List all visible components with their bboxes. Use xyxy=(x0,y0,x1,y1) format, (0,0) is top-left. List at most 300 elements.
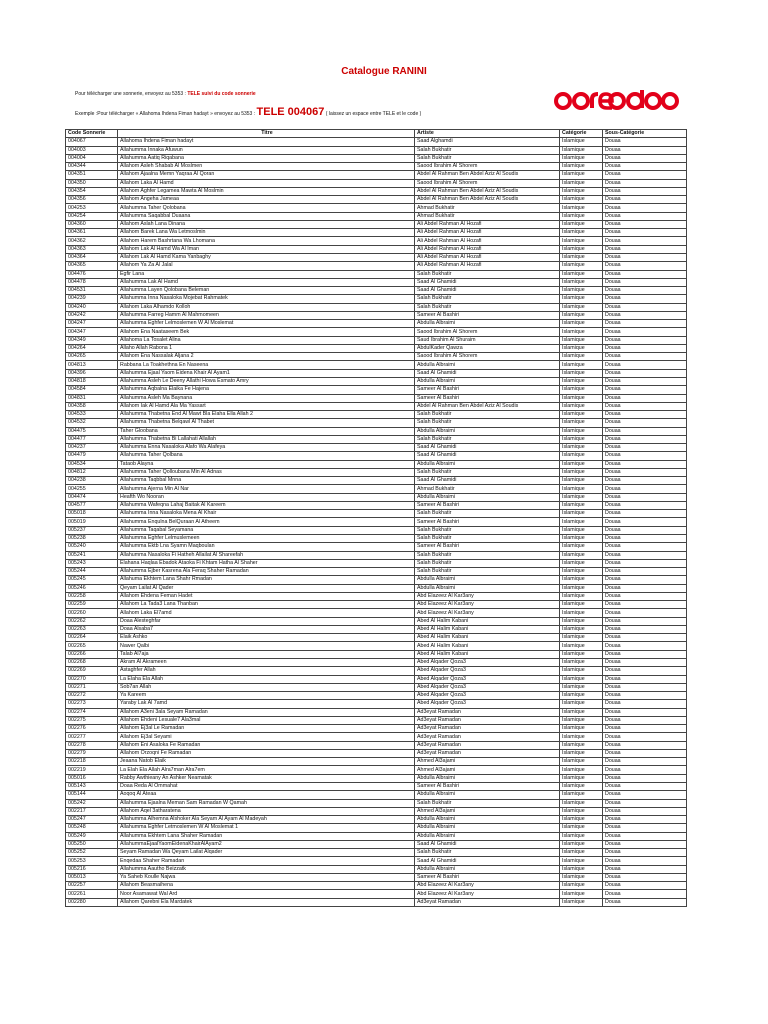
cell-subcategory: Douaa xyxy=(603,229,687,237)
cell-code: 002262 xyxy=(66,617,118,625)
table-row xyxy=(66,154,687,162)
cell-subcategory: Douaa xyxy=(603,692,687,700)
table-row xyxy=(66,146,687,154)
cell-artist: Abed Al Halim Kabani xyxy=(415,625,560,633)
table-row xyxy=(66,749,687,757)
cell-title: Allahom A3eni 3ala Seyam Ramadan xyxy=(118,708,415,716)
table-row xyxy=(66,617,687,625)
cell-title: Allahumma Taqbbal Mnna xyxy=(118,477,415,485)
table-row xyxy=(66,576,687,584)
cell-category: Islamique xyxy=(560,287,603,295)
cell-code: 002273 xyxy=(66,700,118,708)
cell-title: Allahumma Wafeqna Lahaj Baitak Al Kareem xyxy=(118,501,415,509)
cell-code: 002258 xyxy=(66,592,118,600)
cell-title: Allahom Ajaalna Memn Yaqraa Al Qoran xyxy=(118,171,415,179)
cell-title: Enqedaa Shaher Ramadan xyxy=(118,857,415,865)
table-row xyxy=(66,807,687,815)
cell-artist: Ali Abdel Rahman Al Hozafi xyxy=(415,220,560,228)
cell-artist: Abed Alqader Qoza3 xyxy=(415,700,560,708)
cell-subcategory: Douaa xyxy=(603,873,687,881)
cell-category: Islamique xyxy=(560,394,603,402)
cell-code: 005241 xyxy=(66,551,118,559)
cell-artist: Ahmad Bukhatir xyxy=(415,485,560,493)
table-row xyxy=(66,799,687,807)
cell-code: 004255 xyxy=(66,485,118,493)
table-row xyxy=(66,468,687,476)
cell-title: Allahumma Taher Qolobana xyxy=(118,204,415,212)
header-code: Code Sonnerie xyxy=(66,130,118,138)
table-row xyxy=(66,700,687,708)
cell-title: Doaa Reda Al Ommahat xyxy=(118,782,415,790)
cell-subcategory: Douaa xyxy=(603,477,687,485)
cell-title: Allahumma Innaka Afuwun xyxy=(118,146,415,154)
cell-subcategory: Douaa xyxy=(603,427,687,435)
cell-artist: Abd Elazeez Al Kar3any xyxy=(415,882,560,890)
table-row xyxy=(66,411,687,419)
table-row xyxy=(66,427,687,435)
table-row xyxy=(66,865,687,873)
cell-subcategory: Douaa xyxy=(603,865,687,873)
cell-subcategory: Douaa xyxy=(603,361,687,369)
ooredoo-logo-icon xyxy=(553,90,679,112)
cell-artist: Abdulla Albraimi xyxy=(415,576,560,584)
cell-category: Islamique xyxy=(560,501,603,509)
cell-code: 002278 xyxy=(66,741,118,749)
cell-code: 004004 xyxy=(66,154,118,162)
table-row xyxy=(66,824,687,832)
cell-category: Islamique xyxy=(560,708,603,716)
cell-code: 002275 xyxy=(66,716,118,724)
cell-artist: Salah Bukhatir xyxy=(415,146,560,154)
cell-title: Allahom Lak Al Hamd Kama Yanbaghy xyxy=(118,253,415,261)
cell-category: Islamique xyxy=(560,411,603,419)
table-row xyxy=(66,667,687,675)
cell-artist: Abdel Al Rahman Ben Abdel Aziz Al Soudis xyxy=(415,402,560,410)
table-row xyxy=(66,253,687,261)
table-row xyxy=(66,138,687,146)
cell-title: Qeyam Lailat Al Qader xyxy=(118,584,415,592)
cell-code: 004479 xyxy=(66,452,118,460)
cell-code: 004347 xyxy=(66,328,118,336)
cell-category: Islamique xyxy=(560,154,603,162)
cell-artist: Abdulla Albraimi xyxy=(415,460,560,468)
cell-category: Islamique xyxy=(560,402,603,410)
cell-code: 005243 xyxy=(66,559,118,567)
cell-category: Islamique xyxy=(560,849,603,857)
cell-artist: Sameer Al Bashiri xyxy=(415,501,560,509)
table-row xyxy=(66,344,687,352)
cell-subcategory: Douaa xyxy=(603,237,687,245)
cell-category: Islamique xyxy=(560,543,603,551)
table-row xyxy=(66,642,687,650)
table-row xyxy=(66,303,687,311)
cell-artist: Abdulla Albraimi xyxy=(415,774,560,782)
cell-artist: Ahmad Bukhatir xyxy=(415,212,560,220)
table-row xyxy=(66,708,687,716)
cell-code: 005016 xyxy=(66,774,118,782)
cell-category: Islamique xyxy=(560,386,603,394)
cell-artist: Salah Bukhatir xyxy=(415,154,560,162)
cell-code: 002263 xyxy=(66,625,118,633)
cell-code: 005144 xyxy=(66,791,118,799)
instruction-highlight: TELE suivi du code sonnerie xyxy=(187,91,256,97)
cell-artist: Saad Al Ghamidi xyxy=(415,369,560,377)
cell-subcategory: Douaa xyxy=(603,807,687,815)
cell-code: 004478 xyxy=(66,278,118,286)
cell-category: Islamique xyxy=(560,493,603,501)
cell-code: 002260 xyxy=(66,609,118,617)
cell-title: Allahumma Taher Qolbana xyxy=(118,452,415,460)
cell-artist: Abed Al Halim Kabani xyxy=(415,650,560,658)
cell-subcategory: Douaa xyxy=(603,716,687,724)
cell-title: Allahom Beasmaihena xyxy=(118,882,415,890)
cell-subcategory: Douaa xyxy=(603,501,687,509)
cell-category: Islamique xyxy=(560,576,603,584)
cell-title: Allahumma Ejaal Yaom Eidena Khair Al Ayam1 xyxy=(118,369,415,377)
cell-subcategory: Douaa xyxy=(603,468,687,476)
cell-category: Islamique xyxy=(560,278,603,286)
cell-subcategory: Douaa xyxy=(603,435,687,443)
cell-title: Allahom Laka El7amd xyxy=(118,609,415,617)
cell-artist: AbdulKader Qawza xyxy=(415,344,560,352)
table-row xyxy=(66,270,687,278)
cell-artist: Abed Alqader Qoza3 xyxy=(415,675,560,683)
cell-subcategory: Douaa xyxy=(603,262,687,270)
cell-code: 004360 xyxy=(66,220,118,228)
cell-subcategory: Douaa xyxy=(603,559,687,567)
table-row xyxy=(66,278,687,286)
cell-artist: Abd Elazeez Al Kar3any xyxy=(415,601,560,609)
cell-category: Islamique xyxy=(560,559,603,567)
cell-code: 004532 xyxy=(66,419,118,427)
cell-subcategory: Douaa xyxy=(603,774,687,782)
cell-title: Allahumma Asleh Ma Baynana xyxy=(118,394,415,402)
cell-title: Heafth Wo Nooran xyxy=(118,493,415,501)
cell-code: 004477 xyxy=(66,435,118,443)
cell-category: Islamique xyxy=(560,675,603,683)
cell-code: 002266 xyxy=(66,650,118,658)
cell-artist: Abdulla Albraimi xyxy=(415,791,560,799)
cell-code: 004247 xyxy=(66,320,118,328)
cell-title: Allahumma Eghfer Letmoslemen W Al Moslemat 1 xyxy=(118,824,415,832)
cell-artist: Saood Ibrahim Al Shorem xyxy=(415,328,560,336)
cell-code: 002270 xyxy=(66,675,118,683)
cell-subcategory: Douaa xyxy=(603,336,687,344)
table-row xyxy=(66,683,687,691)
cell-subcategory: Douaa xyxy=(603,295,687,303)
cell-subcategory: Douaa xyxy=(603,543,687,551)
cell-subcategory: Douaa xyxy=(603,344,687,352)
cell-title: Ya Kareem xyxy=(118,692,415,700)
cell-code: 004265 xyxy=(66,353,118,361)
table-row xyxy=(66,369,687,377)
table-row xyxy=(66,518,687,526)
cell-subcategory: Douaa xyxy=(603,799,687,807)
cell-code: 005249 xyxy=(66,832,118,840)
cell-subcategory: Douaa xyxy=(603,816,687,824)
table-row xyxy=(66,601,687,609)
cell-code: 005245 xyxy=(66,576,118,584)
cell-subcategory: Douaa xyxy=(603,220,687,228)
cell-artist: Salah Bukhatir xyxy=(415,295,560,303)
cell-title: Allahumma Thabetna Bi Lallahati Allallah xyxy=(118,435,415,443)
cell-title: Allahom Angeha Jameaa xyxy=(118,196,415,204)
cell-code: 002265 xyxy=(66,642,118,650)
cell-code: 004475 xyxy=(66,427,118,435)
table-row xyxy=(66,237,687,245)
cell-artist: Abed Al Halim Kabani xyxy=(415,634,560,642)
cell-artist: Ad3eyat Ramadan xyxy=(415,741,560,749)
cell-category: Islamique xyxy=(560,758,603,766)
cell-category: Islamique xyxy=(560,270,603,278)
cell-artist: Abed Alqader Qoza3 xyxy=(415,692,560,700)
table-row xyxy=(66,353,687,361)
table-row xyxy=(66,510,687,518)
cell-category: Islamique xyxy=(560,220,603,228)
cell-category: Islamique xyxy=(560,642,603,650)
cell-title: Allahumma Inna Nasaloka Mena Al Khair xyxy=(118,510,415,518)
cell-subcategory: Douaa xyxy=(603,741,687,749)
cell-subcategory: Douaa xyxy=(603,708,687,716)
cell-artist: Salah Bukhatir xyxy=(415,419,560,427)
cell-subcategory: Douaa xyxy=(603,179,687,187)
cell-category: Islamique xyxy=(560,634,603,642)
table-row xyxy=(66,766,687,774)
cell-category: Islamique xyxy=(560,526,603,534)
table-row xyxy=(66,501,687,509)
cell-artist: Sameer Al Bashiri xyxy=(415,782,560,790)
cell-category: Islamique xyxy=(560,692,603,700)
cell-title: Allahom Barek Lana Wa Letmoslmin xyxy=(118,229,415,237)
cell-artist: Abdulla Albraimi xyxy=(415,832,560,840)
table-row xyxy=(66,659,687,667)
cell-code: 004364 xyxy=(66,253,118,261)
cell-subcategory: Douaa xyxy=(603,824,687,832)
cell-artist: Sameer Al Bashiri xyxy=(415,543,560,551)
cell-subcategory: Douaa xyxy=(603,592,687,600)
cell-category: Islamique xyxy=(560,791,603,799)
cell-subcategory: Douaa xyxy=(603,485,687,493)
cell-code: 004358 xyxy=(66,402,118,410)
cell-artist: Ahmed Al3ajami xyxy=(415,758,560,766)
cell-subcategory: Douaa xyxy=(603,303,687,311)
cell-category: Islamique xyxy=(560,427,603,435)
cell-artist: Abdulla Albraimi xyxy=(415,816,560,824)
cell-artist: Ali Abdel Rahman Al Hozafi xyxy=(415,237,560,245)
table-row xyxy=(66,625,687,633)
cell-artist: Salah Bukhatir xyxy=(415,535,560,543)
cell-title: Allahom Ej3al Le Ramadan xyxy=(118,725,415,733)
table-row xyxy=(66,402,687,410)
cell-artist: Abdulla Albraimi xyxy=(415,377,560,385)
table-row xyxy=(66,816,687,824)
cell-artist: Ali Abdel Rahman Al Hozafi xyxy=(415,229,560,237)
cell-code: 002276 xyxy=(66,725,118,733)
cell-category: Islamique xyxy=(560,212,603,220)
cell-subcategory: Douaa xyxy=(603,171,687,179)
cell-code: 004476 xyxy=(66,270,118,278)
cell-code: 004831 xyxy=(66,394,118,402)
cell-artist: Saood Ibrahim Al Shorem xyxy=(415,353,560,361)
cell-title: Allahumma Ekhtem Lana Shaher Ramadan xyxy=(118,832,415,840)
catalogue-title: Catalogue RANINI xyxy=(341,66,427,77)
table-row xyxy=(66,377,687,385)
cell-subcategory: Douaa xyxy=(603,758,687,766)
cell-category: Islamique xyxy=(560,890,603,898)
cell-artist: Ahmed Al3ajami xyxy=(415,766,560,774)
cell-artist: Abdel Al Rahman Ben Abdel Aziz Al Soudis xyxy=(415,171,560,179)
table-row xyxy=(66,774,687,782)
cell-title: Doaa Alsaba7 xyxy=(118,625,415,633)
cell-title: Allahom Ena Nassalak Aljana 2 xyxy=(118,353,415,361)
cell-title: Allahumma Ejaalna Meman Sam Ramadan W Qamah xyxy=(118,799,415,807)
table-row xyxy=(66,171,687,179)
table-row xyxy=(66,187,687,195)
cell-title: Allahumma Nasaloka Fi Hatheh Allailat Al Shareefah xyxy=(118,551,415,559)
cell-title: Jeaana Natob Elaik xyxy=(118,758,415,766)
cell-artist: Ali Abdel Rahman Al Hozafi xyxy=(415,253,560,261)
cell-category: Islamique xyxy=(560,816,603,824)
table-row xyxy=(66,386,687,394)
table-row xyxy=(66,873,687,881)
cell-artist: Sameer Al Bashiri xyxy=(415,518,560,526)
cell-category: Islamique xyxy=(560,320,603,328)
cell-code: 004237 xyxy=(66,444,118,452)
cell-code: 002268 xyxy=(66,659,118,667)
cell-subcategory: Douaa xyxy=(603,320,687,328)
cell-subcategory: Douaa xyxy=(603,510,687,518)
cell-code: 004238 xyxy=(66,477,118,485)
cell-subcategory: Douaa xyxy=(603,394,687,402)
cell-artist: Ad3eyat Ramadan xyxy=(415,733,560,741)
cell-category: Islamique xyxy=(560,179,603,187)
table-row xyxy=(66,196,687,204)
cell-artist: Ali Abdel Rahman Al Hozafi xyxy=(415,245,560,253)
cell-subcategory: Douaa xyxy=(603,204,687,212)
cell-category: Islamique xyxy=(560,477,603,485)
cell-code: 002277 xyxy=(66,733,118,741)
cell-code: 005238 xyxy=(66,535,118,543)
cell-code: 005216 xyxy=(66,865,118,873)
cell-artist: Sameer Al Bashiri xyxy=(415,311,560,319)
cell-title: Allahumma Eghfer Lelmuslemeen xyxy=(118,535,415,543)
table-row xyxy=(66,716,687,724)
cell-category: Islamique xyxy=(560,700,603,708)
cell-subcategory: Douaa xyxy=(603,749,687,757)
cell-artist: Abd Elazeez Al Kar3any xyxy=(415,609,560,617)
cell-artist: Ad3eyat Ramadan xyxy=(415,898,560,906)
cell-category: Islamique xyxy=(560,625,603,633)
cell-artist: Ali Abdel Rahman Al Hozafi xyxy=(415,262,560,270)
cell-subcategory: Douaa xyxy=(603,766,687,774)
table-row xyxy=(66,890,687,898)
cell-title: Rabby Awthieany An Ashker Neamatak xyxy=(118,774,415,782)
cell-artist: Abdulla Albraimi xyxy=(415,824,560,832)
table-row xyxy=(66,791,687,799)
cell-title: Doaa Alesteghfar xyxy=(118,617,415,625)
table-row xyxy=(66,650,687,658)
cell-title: Sob7an Allah xyxy=(118,683,415,691)
cell-code: 002259 xyxy=(66,601,118,609)
cell-title: Allahom Qarebni Ela Mardatek xyxy=(118,898,415,906)
cell-artist: Salah Bukhatir xyxy=(415,510,560,518)
table-row xyxy=(66,336,687,344)
cell-category: Islamique xyxy=(560,295,603,303)
cell-subcategory: Douaa xyxy=(603,270,687,278)
header-subcategory: Sous-Catégorie xyxy=(603,130,687,138)
cell-subcategory: Douaa xyxy=(603,675,687,683)
cell-subcategory: Douaa xyxy=(603,253,687,261)
table-row xyxy=(66,634,687,642)
cell-code: 004474 xyxy=(66,493,118,501)
cell-artist: Salah Bukhatir xyxy=(415,849,560,857)
cell-code: 002257 xyxy=(66,882,118,890)
cell-subcategory: Douaa xyxy=(603,659,687,667)
cell-subcategory: Douaa xyxy=(603,535,687,543)
cell-subcategory: Douaa xyxy=(603,287,687,295)
cell-artist: Abed Alqader Qoza3 xyxy=(415,659,560,667)
cell-title: Allahumma Taqabal Seyamana xyxy=(118,526,415,534)
cell-artist: Salah Bukhatir xyxy=(415,303,560,311)
table-row xyxy=(66,535,687,543)
cell-title: Allahom Ej3al Seyami xyxy=(118,733,415,741)
cell-artist: Salah Bukhatir xyxy=(415,270,560,278)
table-row xyxy=(66,758,687,766)
cell-artist: Salah Bukhatir xyxy=(415,411,560,419)
header-category: Catégorie xyxy=(560,130,603,138)
cell-category: Islamique xyxy=(560,535,603,543)
cell-subcategory: Douaa xyxy=(603,791,687,799)
table-row xyxy=(66,882,687,890)
table-row xyxy=(66,444,687,452)
table-row xyxy=(66,857,687,865)
cell-code: 002217 xyxy=(66,807,118,815)
cell-artist: Sameer Al Bashiri xyxy=(415,873,560,881)
table-row xyxy=(66,849,687,857)
cell-title: Allahom Ya Za Al Jalal xyxy=(118,262,415,270)
cell-artist: Salah Bukhatir xyxy=(415,435,560,443)
cell-code: 004531 xyxy=(66,287,118,295)
cell-artist: Abdulla Albraimi xyxy=(415,584,560,592)
cell-subcategory: Douaa xyxy=(603,725,687,733)
cell-title: Allahom Aqel 3atharatena xyxy=(118,807,415,815)
cell-category: Islamique xyxy=(560,510,603,518)
cell-subcategory: Douaa xyxy=(603,138,687,146)
cell-artist: Saad Al Ghamidi xyxy=(415,444,560,452)
example-text: Exemple :Pour télécharger « Allahoma Ihdena Fiman hadayt » envoyez au 5353 : xyxy=(75,111,257,117)
cell-artist: Abed Al Halim Kabani xyxy=(415,642,560,650)
example-code: TELE 004067 xyxy=(256,106,325,118)
cell-subcategory: Douaa xyxy=(603,882,687,890)
cell-code: 004351 xyxy=(66,171,118,179)
cell-category: Islamique xyxy=(560,146,603,154)
cell-category: Islamique xyxy=(560,262,603,270)
table-row xyxy=(66,287,687,295)
cell-title: Talab Al7aja xyxy=(118,650,415,658)
cell-category: Islamique xyxy=(560,485,603,493)
cell-code: 005247 xyxy=(66,816,118,824)
cell-subcategory: Douaa xyxy=(603,568,687,576)
table-row xyxy=(66,460,687,468)
table-row xyxy=(66,592,687,600)
cell-artist: Ad3eyat Ramadan xyxy=(415,725,560,733)
cell-title: Akram Al Akrameen xyxy=(118,659,415,667)
table-row xyxy=(66,675,687,683)
cell-category: Islamique xyxy=(560,865,603,873)
cell-subcategory: Douaa xyxy=(603,551,687,559)
cell-title: Allahumma Enna Nasaloka Alafo Wa Alafeya xyxy=(118,444,415,452)
cell-title: Noor Asamawat Wal Ard xyxy=(118,890,415,898)
